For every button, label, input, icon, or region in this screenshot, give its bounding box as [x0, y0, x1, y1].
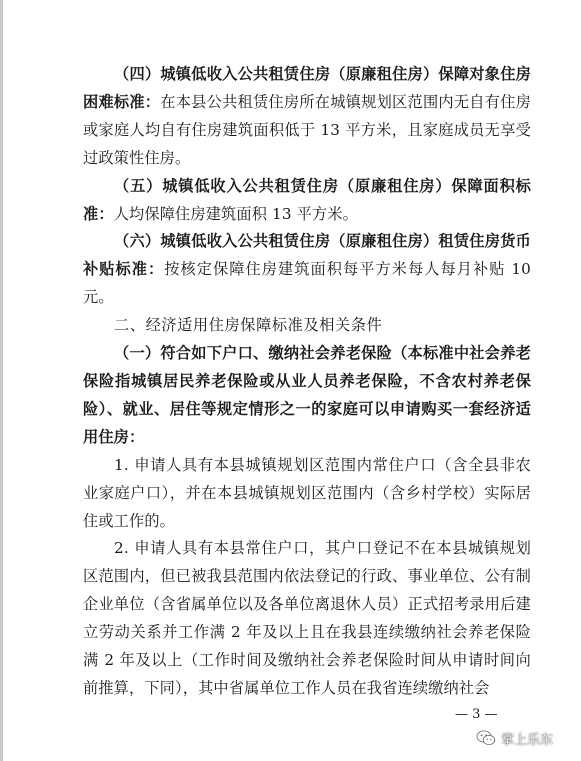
paragraph-lead: （五）城镇低收入公共租赁住房（原廉租住房）保障面积标准： — [83, 176, 531, 223]
list-item: 2. 申请人具有本县常住户口，其户口登记不在本县城镇规划区范围内，但已被我县范围内依法登记的行政、事业单位、公有制企业单位（含省属单位以及各单位离退休人员）正式招考录用后建立劳动关系并工作满 2 年及以上且在我县连续缴纳社会养老保险满 2 年及以上（工作时间及缴纳社会养老保险时间从申请时间向前推算，下同），其中省属单位工作人员在我省连续缴纳社会 — [83, 539, 531, 697]
paragraph-text: 按核定保障住房建筑面积每平方米每人每月补贴 10 元。 — [83, 260, 531, 307]
paragraph-area-standard — [83, 173, 531, 229]
paragraph-lead: （四）城镇低收入公共租赁住房（原廉租住房）保障对象住房困难标准： — [83, 65, 531, 111]
wechat-icon — [476, 730, 496, 746]
section-heading: 二、经济适用住房保障标准及相关条件 — [114, 316, 383, 335]
paragraph-text: 人均保障住房建筑面积 13 平方米。 — [113, 204, 358, 223]
watermark-text: 掌上乐东 — [501, 732, 554, 748]
watermark — [476, 727, 553, 749]
page-number: — 3 — — [455, 707, 498, 722]
paragraph-lead: （六）城镇低收入公共租赁住房（原廉租住房）租赁住房货币补贴标准： — [83, 232, 531, 279]
paragraph-housing-difficulty-standard — [83, 61, 531, 173]
paragraph-eligibility-conditions: （一）符合如下户口、缴纳社会养老保险（本标准中社会养老保险指城镇居民养老保险或从业人员养老保险，不含农村养老保险）、就业、居住等规定情形之一的家庭可以申请购买一套经济适用住房： — [83, 344, 531, 446]
document-body — [83, 61, 531, 703]
list-item: 1. 申请人具有本县城镇规划区范围内常住户口（含全县非农业家庭户口），并在本县城镇规划区范围内（含乡村学校）实际居住或工作的。 — [83, 455, 531, 530]
paragraph-subsidy-standard — [83, 228, 531, 312]
paragraph-text: 在本县公共租赁住房所在城镇规划区范围内无自有住房或家庭人均自有住房建筑面积低于 13 平方米，且家庭成员无享受过政策性住房。 — [83, 92, 531, 167]
page-left-edge — [0, 0, 3, 761]
